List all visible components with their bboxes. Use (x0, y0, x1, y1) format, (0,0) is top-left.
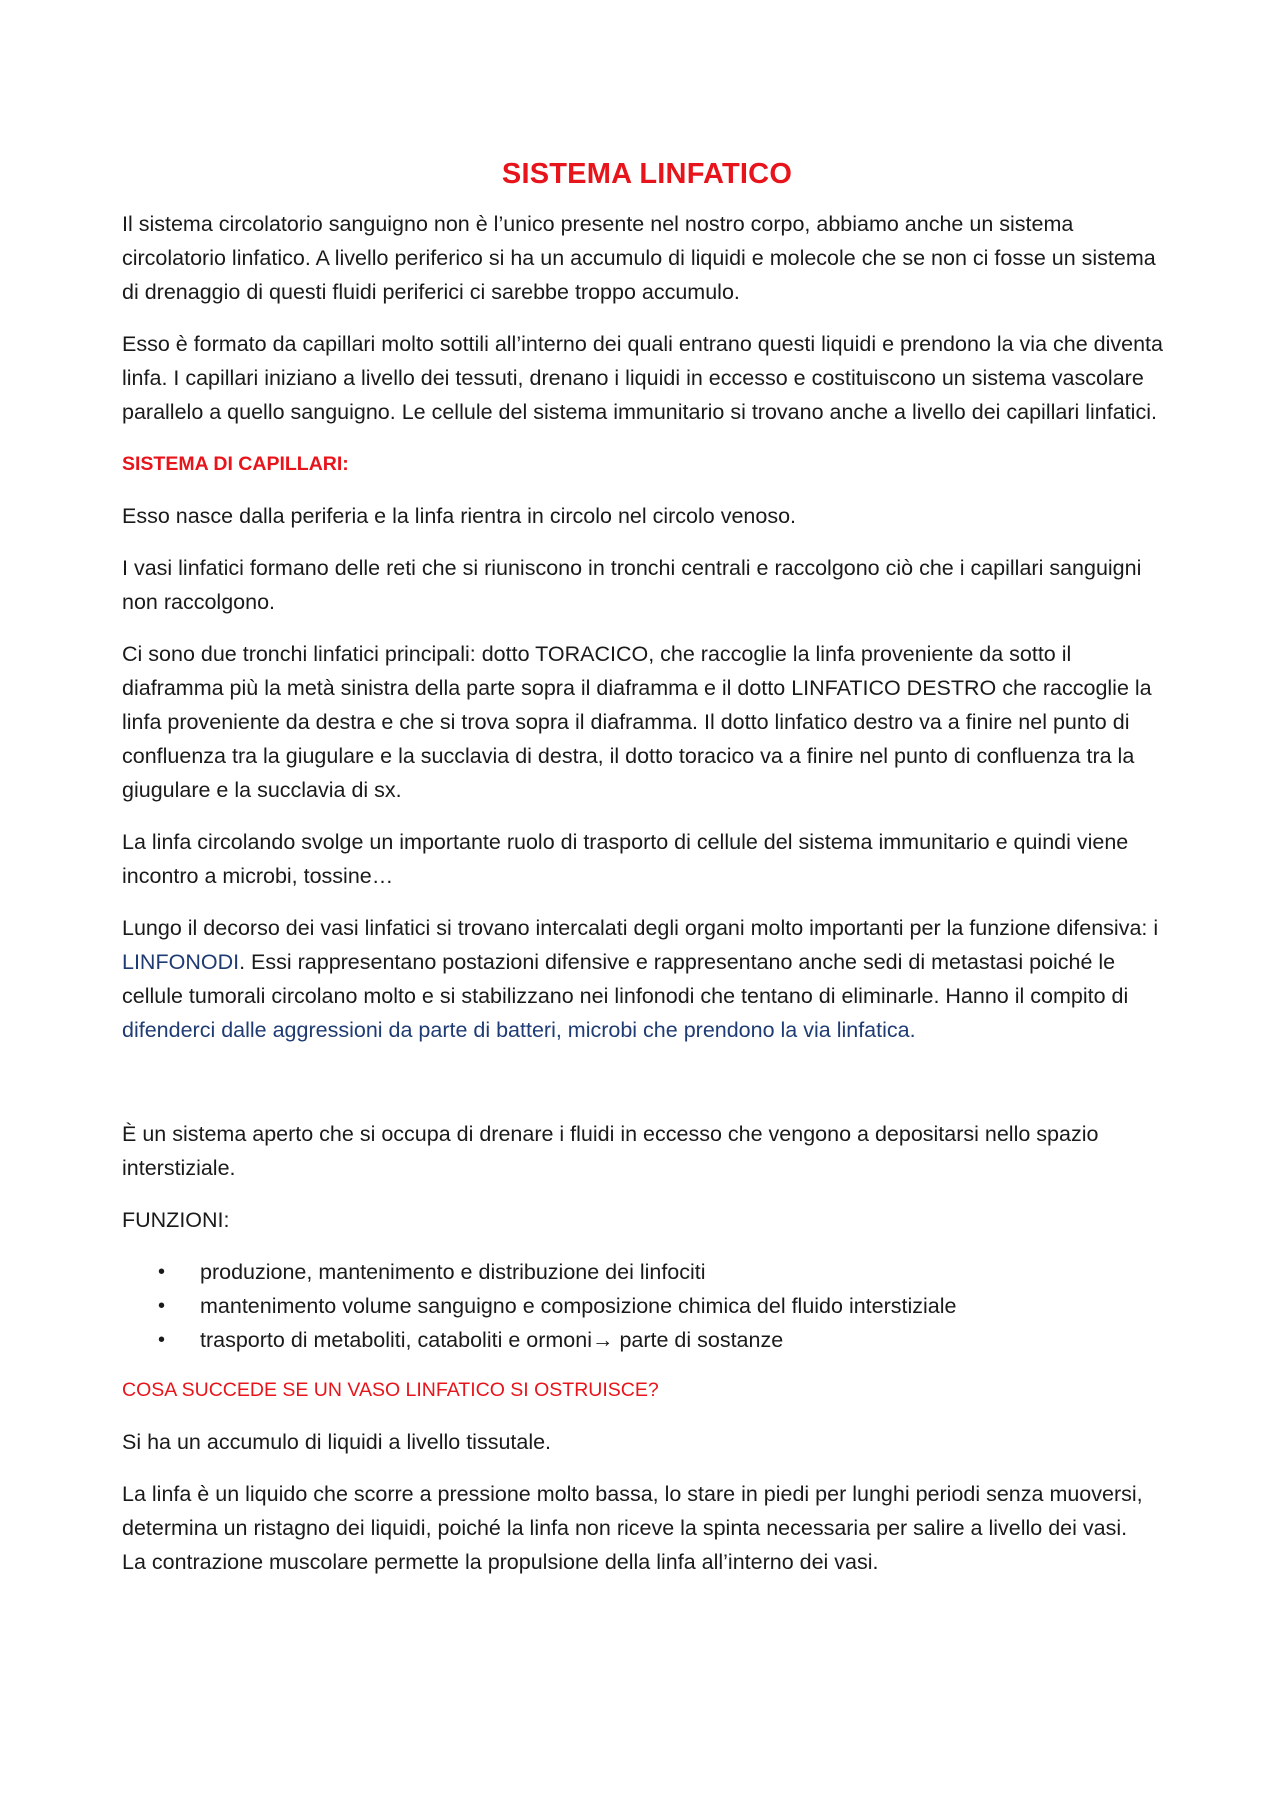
capillari-paragraph-2: I vasi linfatici formano delle reti che si riuniscono in tronchi centrali e raccolgono ciò che i capillari sanguigni non raccolgono. (122, 556, 1142, 614)
bullet-icon: • (158, 1329, 166, 1351)
list-item-text: produzione, mantenimento e distribuzione dei linfociti (200, 1260, 706, 1284)
funzioni-list (122, 1255, 1172, 1357)
list-item-text: trasporto di metaboliti, cataboliti e ormoni (200, 1328, 592, 1352)
list-item-text-end: parte di sostanze (613, 1328, 784, 1352)
linfonodi-term: LINFONODI (122, 950, 240, 974)
capillari-paragraph-3: Ci sono due tronchi linfatici principali: dotto TORACICO, che raccoglie la linfa proveniente da sotto il diaframma più la metà sinistra della parte sopra il diaframma e il dotto LINFATICO DESTRO che raccoglie la linfa proveniente da destra e che si trova sopra il diaframma. Il dotto linfatico destro va a finire nel punto di confluenza tra la giugulare e la succlavia di destra, il dotto toracico va a finire nel punto di confluenza tra la giugulare e la succlavia di sx. (122, 642, 1152, 802)
capillari-paragraph-1: Esso nasce dalla periferia e la linfa rientra in circolo nel circolo venoso. (122, 504, 797, 528)
ostruzione-paragraph-3: La contrazione muscolare permette la propulsione della linfa all’interno dei vasi. (122, 1550, 879, 1574)
section-heading-capillari: SISTEMA DI CAPILLARI: (122, 453, 349, 475)
bullet-icon: • (158, 1295, 166, 1317)
document-page (122, 158, 1172, 1597)
page-title: SISTEMA LINFATICO (501, 158, 793, 190)
ostruzione-paragraph-2: La linfa è un liquido che scorre a pressione molto bassa, lo stare in piedi per lunghi periodi senza muoversi, determina un ristagno dei liquidi, poiché la linfa non riceve la spinta necessaria per salire a livello dei vasi. (122, 1482, 1143, 1540)
linfonodi-text-b: . Essi rappresentano postazioni difensive e rappresentano anche sedi di metastasi poiché le cellule tumorali circolano molto e si stabilizzano nei linfonodi che tentano di eliminarle. Hanno il compito di (122, 950, 1129, 1008)
ostruzione-paragraph-1: Si ha un accumulo di liquidi a livello tissutale. (122, 1430, 552, 1454)
arrow-right-icon: → (591, 1328, 614, 1352)
capillari-paragraph-5 (122, 911, 1172, 1047)
list-item (158, 1323, 1172, 1357)
list-item (158, 1255, 1172, 1289)
list-item-text: mantenimento volume sanguigno e composizione chimica del fluido interstiziale (200, 1294, 957, 1318)
list-item (158, 1289, 1172, 1323)
section-heading-ostruzione: COSA SUCCEDE SE UN VASO LINFATICO SI OSTRUISCE? (122, 1379, 659, 1401)
linfonodi-highlight: difenderci dalle aggressioni da parte di batteri, microbi che prendono la via linfatica. (122, 1018, 916, 1042)
intro-paragraph-2: Esso è formato da capillari molto sottili all’interno dei quali entrano questi liquidi e prendono la via che diventa linfa. I capillari iniziano a livello dei tessuti, drenano i liquidi in eccesso e costituiscono un sistema vascolare parallelo a quello sanguigno. Le cellule del sistema immunitario si trovano anche a livello dei capillari linfatici. (122, 332, 1163, 424)
aperto-paragraph: È un sistema aperto che si occupa di drenare i fluidi in eccesso che vengono a depositarsi nello spazio interstiziale. (122, 1122, 1099, 1180)
intro-paragraph-1: Il sistema circolatorio sanguigno non è l’unico presente nel nostro corpo, abbiamo anche un sistema circolatorio linfatico. A livello periferico si ha un accumulo di liquidi e molecole che se non ci fosse un sistema di drenaggio di questi fluidi periferici ci sarebbe troppo accumulo. (122, 212, 1156, 304)
blank-spacer (122, 1065, 1172, 1117)
funzioni-label: FUNZIONI: (122, 1208, 230, 1232)
capillari-paragraph-4: La linfa circolando svolge un importante ruolo di trasporto di cellule del sistema immunitario e quindi viene incontro a microbi, tossine… (122, 830, 1129, 888)
linfonodi-text-a: Lungo il decorso dei vasi linfatici si trovano intercalati degli organi molto importanti per la funzione difensiva: i (122, 916, 1159, 940)
bullet-icon: • (158, 1261, 166, 1283)
